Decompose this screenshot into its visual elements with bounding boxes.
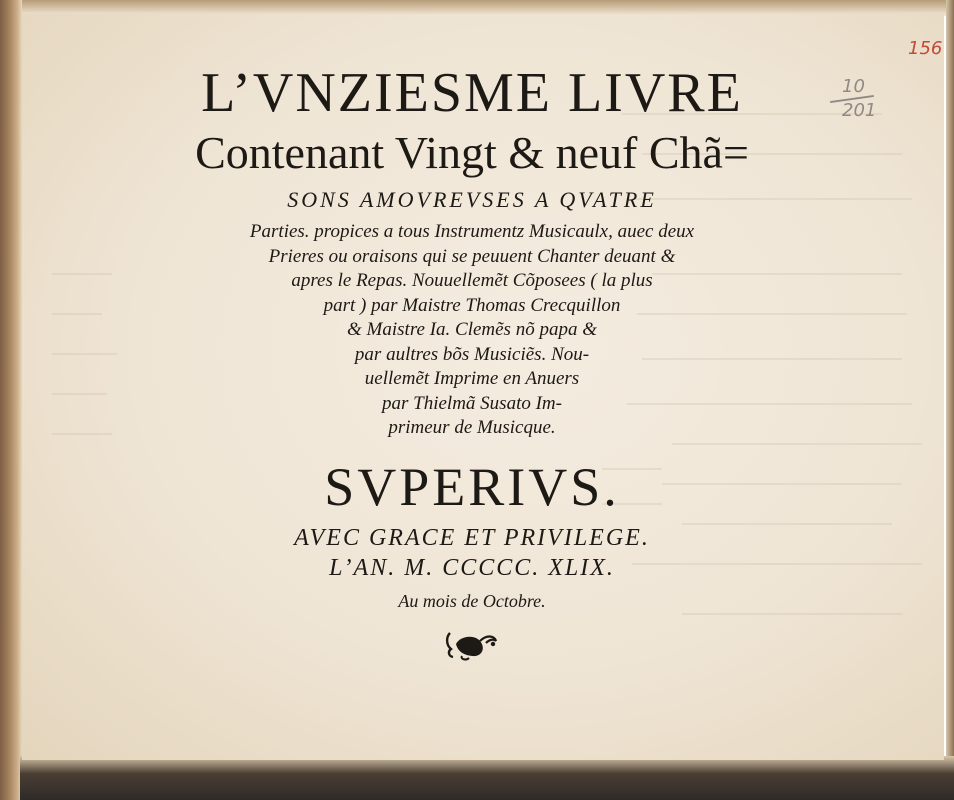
book-binding — [0, 0, 22, 800]
description-line: primeur de Musicque. — [388, 417, 556, 438]
printer-ornament-icon — [442, 627, 502, 661]
description-line: par Thielmã Susato Im- — [382, 392, 562, 414]
title-block — [112, 62, 832, 661]
page-bottom-edge — [20, 756, 954, 800]
description-line: part ) par Maistre Thomas Crecquillon — [323, 294, 621, 316]
description-line: Parties. propices a tous Instrumentz Musicaulx, auec deux — [249, 221, 695, 242]
privilege-line-2: L’AN. M. CCCCC. XLIX. — [329, 554, 615, 581]
description-line: & Maistre Ia. Clemẽs nõ papa & — [347, 319, 597, 340]
description-line: par aultres bõs Musiciẽs. Nou- — [354, 343, 590, 365]
title-line-1: L’VNZIESME LIVRE — [201, 62, 743, 124]
title-page — [22, 14, 944, 760]
title-line-2: Contenant Vingt & neuf Chã= — [195, 127, 749, 178]
title-line-3: SONS AMOVREVSES A QVATRE — [287, 187, 657, 212]
folio-number: 156 — [908, 38, 943, 59]
description-line: apres le Repas. Nouuellemẽt Cõposees ( la plus — [291, 270, 653, 291]
shelfmark-top: 10 — [842, 76, 865, 97]
page-right-edge — [946, 0, 954, 800]
description-paragraph — [112, 220, 832, 441]
shelfmark-bottom: 201 — [842, 100, 877, 121]
description-line: Prieres ou oraisons qui se peuuent Chanter deuant & — [268, 245, 676, 267]
imprint-date: Au mois de Octobre. — [398, 590, 546, 611]
voice-part-heading: SVPERIVS. — [324, 456, 620, 517]
privilege-line-1: AVEC GRACE ET PRIVILEGE. — [294, 524, 650, 551]
description-line: uellemẽt Imprime en Anuers — [364, 368, 580, 389]
